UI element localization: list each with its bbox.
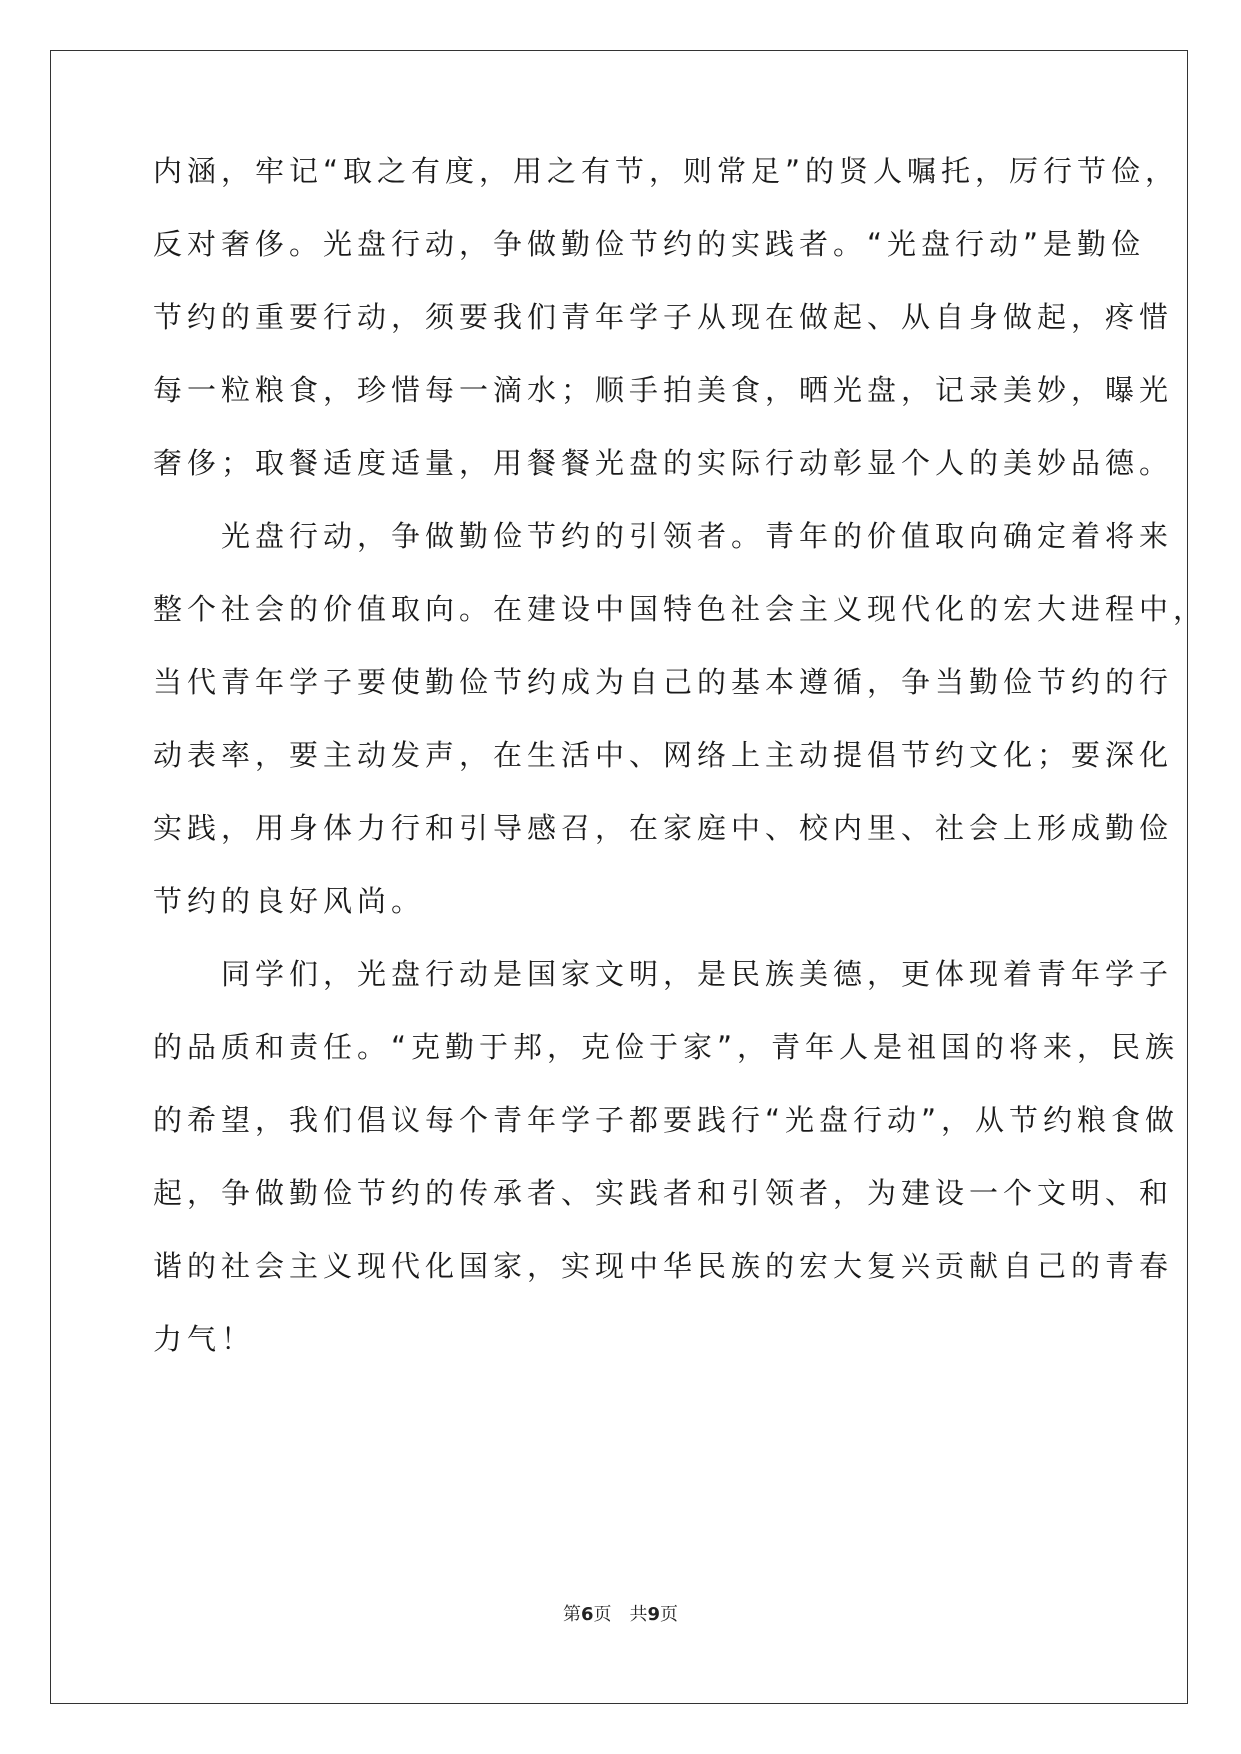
text-line-10: 实践，用身体力行和引导感召，在家庭中、校内里、社会上形成勤俭 <box>153 811 1174 845</box>
text-line-6: 光盘行动，争做勤俭节约的引领者。青年的价值取向确定着将来 <box>153 519 1174 553</box>
text-line-12: 同学们，光盘行动是国家文明，是民族美德，更体现着青年学子 <box>153 957 1174 991</box>
total-page-number: 9 <box>647 1604 661 1625</box>
page-number-footer <box>0 1600 1241 1626</box>
footer-suffix: 页 <box>660 1604 679 1625</box>
page-border <box>50 50 1188 1704</box>
text-line-8: 当代青年学子要使勤俭节约成为自己的基本遵循，争当勤俭节约的行 <box>153 665 1174 699</box>
text-line-14: 的希望，我们倡议每个青年学子都要践行“光盘行动”，从节约粮食做 <box>153 1103 1180 1137</box>
text-line-2: 反对奢侈。光盘行动，争做勤俭节约的实践者。“光盘行动”是勤俭 <box>153 227 1146 261</box>
text-line-9: 动表率，要主动发声，在生活中、网络上主动提倡节约文化；要深化 <box>153 738 1174 772</box>
text-line-1: 内涵，牢记“取之有度，用之有节，则常足”的贤人嘱托，厉行节俭， <box>153 154 1180 188</box>
text-line-15: 起，争做勤俭节约的传承者、实践者和引领者，为建设一个文明、和 <box>153 1176 1174 1210</box>
text-line-3: 节约的重要行动，须要我们青年学子从现在做起、从自身做起，疼惜 <box>153 300 1174 334</box>
text-line-16: 谐的社会主义现代化国家，实现中华民族的宏大复兴贡献自己的青春 <box>153 1249 1174 1283</box>
current-page-number: 6 <box>580 1604 594 1625</box>
text-line-5: 奢侈；取餐适度适量，用餐餐光盘的实际行动彰显个人的美妙品德。 <box>153 446 1174 480</box>
text-line-13: 的品质和责任。“克勤于邦，克俭于家”，青年人是祖国的将来，民族 <box>153 1030 1180 1064</box>
text-line-4: 每一粒粮食，珍惜每一滴水；顺手拍美食，晒光盘，记录美妙，曝光 <box>153 373 1174 407</box>
text-line-11: 节约的良好风尚。 <box>153 884 426 918</box>
footer-mid: 页 共 <box>593 1604 648 1625</box>
text-line-17: 力气！ <box>153 1322 256 1356</box>
footer-prefix: 第 <box>562 1604 581 1625</box>
text-line-7: 整个社会的价值取向。在建设中国特色社会主义现代化的宏大进程中， <box>153 592 1208 626</box>
